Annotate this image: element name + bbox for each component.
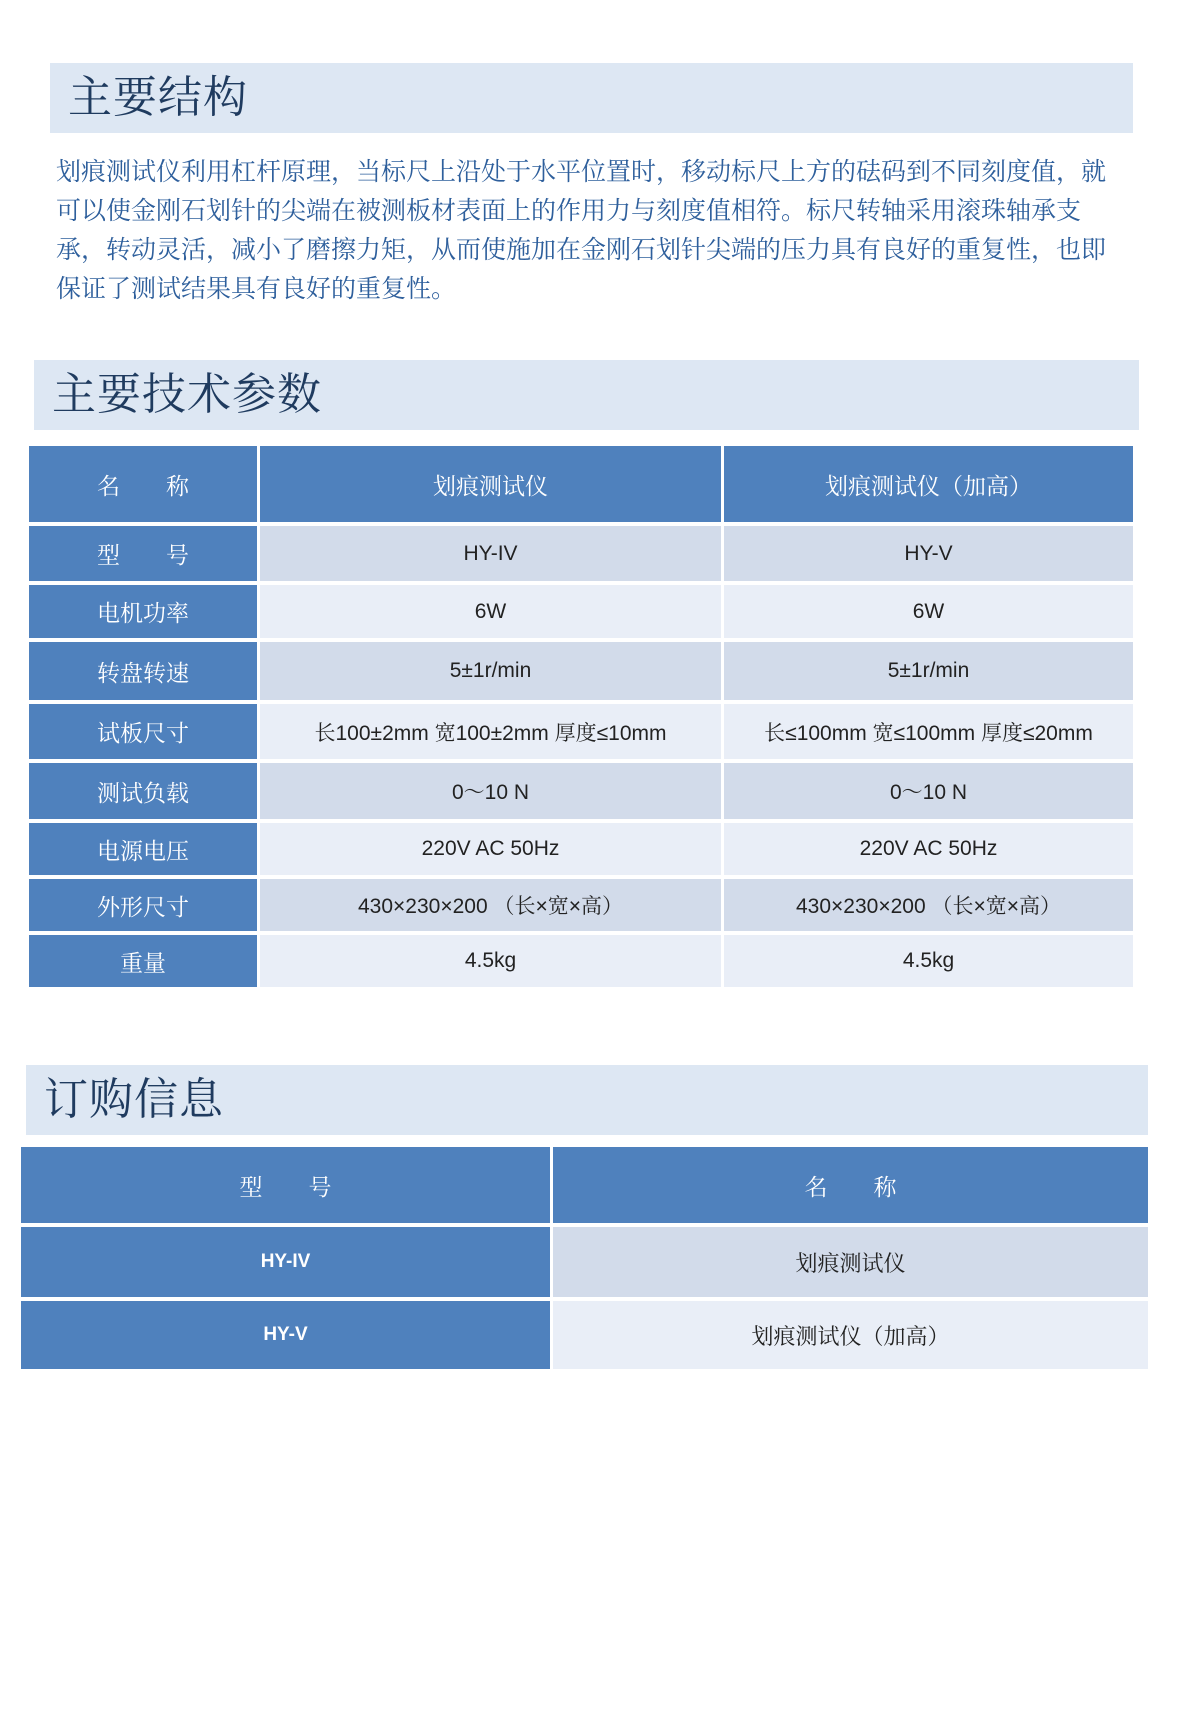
spec-value-a: 4.5kg [260, 935, 724, 991]
structure-description: 划痕测试仪利用杠杆原理，当标尺上沿处于水平位置时，移动标尺上方的砝码到不同刻度值，就可以使金刚石划针的尖端在被测板材表面上的作用力与刻度值相符。标尺转轴采用滚珠轴承支承，转动灵活，减小了磨擦力矩，从而使施加在金刚石划针尖端的压力具有良好的重复性，也即保证了测试结果具有良好的重复性。 [56, 157, 1107, 303]
spec-value-a: 长100±2mm 宽100±2mm 厚度≤10mm [260, 704, 724, 763]
specs-title-band [34, 360, 1139, 430]
specs-table [29, 446, 1133, 991]
specs-header-row [29, 446, 1133, 526]
order-header-model: 型 号 [21, 1147, 553, 1227]
structure-title: 主要结构 [68, 72, 248, 123]
specs-row-dimensions [29, 879, 1133, 935]
order-title: 订购信息 [44, 1074, 224, 1125]
order-model: HY-IV [21, 1227, 553, 1301]
structure-title-band [50, 63, 1133, 133]
order-title-band [26, 1065, 1148, 1135]
order-header-name: 名 称 [553, 1147, 1148, 1227]
spec-value-b: 430×230×200 （长×宽×高） [724, 879, 1133, 935]
specs-header-model-a: 划痕测试仪 [260, 446, 724, 526]
spec-value-b: 4.5kg [724, 935, 1133, 991]
specs-header-model-b: 划痕测试仪（加高） [724, 446, 1133, 526]
spec-value-b: 5±1r/min [724, 642, 1133, 704]
specs-row-weight [29, 935, 1133, 991]
spec-value-b: 6W [724, 585, 1133, 642]
spec-value-a: 0～10 N [260, 763, 724, 823]
spec-label: 电源电压 [29, 823, 260, 879]
spec-value-b: 0～10 N [724, 763, 1133, 823]
spec-value-a: 6W [260, 585, 724, 642]
spec-value-a: HY-IV [260, 526, 724, 585]
specs-row-panel-size [29, 704, 1133, 763]
order-table [21, 1147, 1148, 1373]
spec-label: 外形尺寸 [29, 879, 260, 935]
spec-label: 型 号 [29, 526, 260, 585]
spec-value-a: 5±1r/min [260, 642, 724, 704]
order-model: HY-V [21, 1301, 553, 1373]
spec-label: 电机功率 [29, 585, 260, 642]
specs-row-speed [29, 642, 1133, 704]
spec-value-b: 长≤100mm 宽≤100mm 厚度≤20mm [724, 704, 1133, 763]
order-name: 划痕测试仪（加高） [553, 1301, 1148, 1373]
specs-row-load [29, 763, 1133, 823]
spec-label: 试板尺寸 [29, 704, 260, 763]
spec-value-a: 430×230×200 （长×宽×高） [260, 879, 724, 935]
specs-row-power [29, 585, 1133, 642]
spec-value-a: 220V AC 50Hz [260, 823, 724, 879]
spec-value-b: 220V AC 50Hz [724, 823, 1133, 879]
specs-header-name: 名 称 [29, 446, 260, 526]
specs-row-voltage [29, 823, 1133, 879]
order-header-row [21, 1147, 1148, 1227]
order-name: 划痕测试仪 [553, 1227, 1148, 1301]
spec-label: 测试负载 [29, 763, 260, 823]
specs-title: 主要技术参数 [52, 369, 322, 420]
specs-row-model [29, 526, 1133, 585]
spec-label: 转盘转速 [29, 642, 260, 704]
order-row [21, 1227, 1148, 1301]
order-row [21, 1301, 1148, 1373]
spec-value-b: HY-V [724, 526, 1133, 585]
spec-label: 重量 [29, 935, 260, 991]
